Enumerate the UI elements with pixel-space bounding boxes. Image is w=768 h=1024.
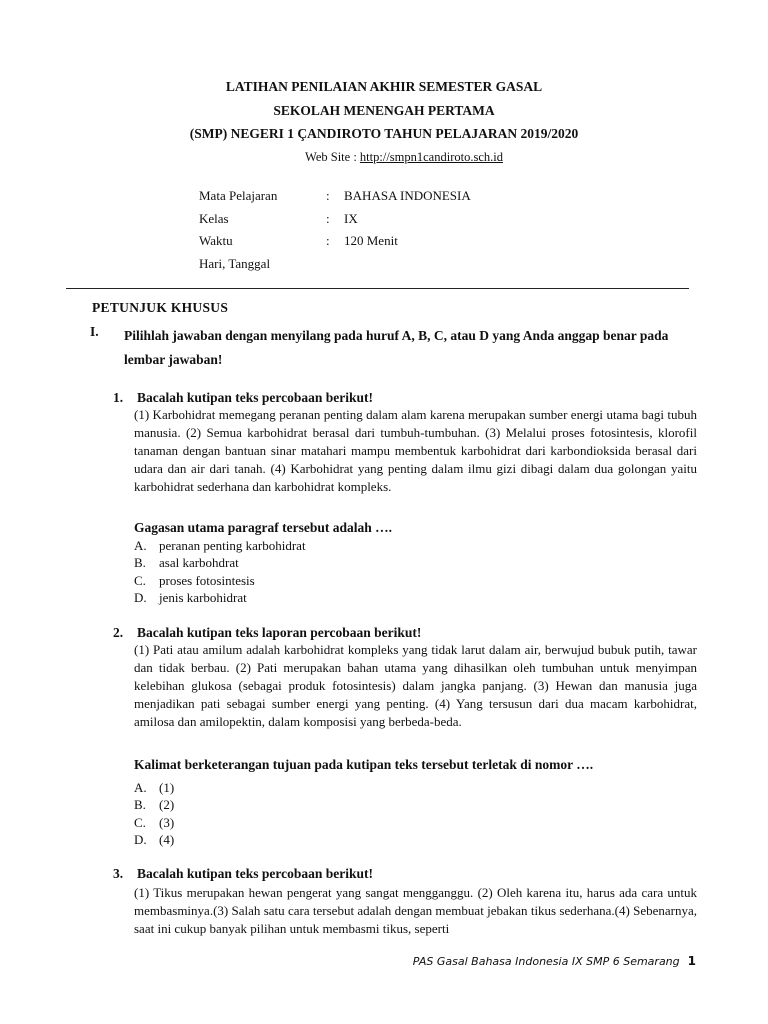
option-text: (3) [159,814,175,830]
instruction-number: I. [90,324,99,339]
option-c[interactable] [134,573,306,590]
option-key: C. [134,572,146,588]
option-text: (4) [159,832,175,848]
meta-value: BAHASA INDONESIA [344,188,471,203]
question-title: Bacalah kutipan teks percobaan berikut! [137,390,374,405]
option-key: C. [134,814,146,830]
meta-label: Hari, Tanggal [199,256,271,271]
footer-text: PAS Gasal Bahasa Indonesia IX SMP 6 Semarang [412,955,680,968]
option-key: A. [134,538,147,553]
question-passage: (1) Karbohidrat memegang peranan penting dalam alam karena merupakan sumber energi utama bagi tubuh manusia. (2) Semua karbohidrat berasal dari tumbuh-tumbuhan. (3) Melalui proses fotosintesis, klorofil tanaman dengan bantuan sinar matahari mampu membentuk karbohidrat dari karbondioksida berasal dari udara dan air dari tanah. (4) Karbohidrat yang penting dalam ilmu gizi dibagi dalam dua golongan yaitu karbohidrat sederhana dan karbohidrat kompleks. [134,407,697,494]
question-title: Bacalah kutipan teks percobaan berikut! [137,866,374,881]
option-key: D. [134,832,147,848]
question-passage: (1) Tikus merupakan hewan pengerat yang sangat mengganggu. (2) Oleh karena itu, harus ada cara untuk membasminya.(3) Salah satu cara tersebut adalah dengan membuat jebakan tikus sederhana.(4) Sebenarnya, saat ini cukup banyak pilihan untuk membasmi tikus, seperti [134,885,697,936]
question-number: 1. [113,390,124,405]
header-title-line-3: (SMP) NEGERI 1 ÇANDIROTO TAHUN PELAJARAN 2019/2020 [189,126,579,141]
meta-colon: : [326,211,330,226]
question-number: 2. [113,625,124,640]
question-passage: (1) Pati atau amilum adalah karbohidrat kompleks yang tidak larut dalam air, berwujud bubuk putih, tawar dan tidak berbau. (2) Pati merupakan bahan utama yang dihasilkan oleh tumbuhan untuk menyimpan kelebihan glukosa (sebagai produk fotosintesis) dalam jangka panjang. (3) Hewan dan manusia juga menjadikan pati sebagai sumber energi yang penting. (4) Yang tersusun dari dua macam karbohidrat, amilosa dan amilopektin, dalam komposisi yang berbeda-beda. [134,642,697,729]
option-d[interactable] [134,590,306,607]
option-key: A. [134,780,147,795]
header-divider [66,288,689,289]
question-number: 3. [113,866,124,881]
question-prompt: Gagasan utama paragraf tersebut adalah …. [134,520,393,535]
option-text: asal karbohdrat [159,555,239,571]
website-link[interactable]: http://smpn1candiroto.sch.id [359,150,503,164]
option-a[interactable] [134,780,174,797]
page-number: 1 [687,954,696,968]
option-key: B. [134,797,146,813]
option-key: D. [134,590,147,606]
meta-value: IX [344,211,358,226]
page-footer [413,954,696,968]
meta-value: 120 Menit [344,233,398,248]
question-title: Bacalah kutipan teks laporan percobaan berikut! [137,625,422,640]
option-text: proses fotosintesis [159,572,255,588]
option-text: (2) [159,797,175,813]
header-title-line-1: LATIHAN PENILAIAN AKHIR SEMESTER GASAL [225,79,543,94]
meta-label: Kelas [199,211,229,226]
instruction-text: Pilihlah jawaban dengan menyilang pada huruf A, B, C, atau D yang Anda anggap benar pada lembar jawaban! [124,328,669,367]
answer-options [134,780,174,850]
option-b[interactable] [134,797,174,814]
meta-label: Waktu [199,233,233,248]
meta-label: Mata Pelajaran [199,188,278,203]
option-text: peranan penting karbohidrat [159,538,306,553]
section-title: PETUNJUK KHUSUS [92,300,229,315]
website-label: Web Site : [305,150,360,164]
meta-colon: : [326,233,330,248]
meta-colon: : [326,188,330,203]
answer-options [134,538,306,608]
option-a[interactable] [134,538,306,555]
option-text: (1) [159,780,175,795]
option-b[interactable] [134,555,306,572]
website-line [0,150,768,165]
option-d[interactable] [134,832,174,849]
option-c[interactable] [134,815,174,832]
option-key: B. [134,555,146,571]
option-text: jenis karbohidrat [159,590,247,606]
question-prompt: Kalimat berketerangan tujuan pada kutipan teks tersebut terletak di nomor …. [134,757,594,772]
header-title-line-2: SEKOLAH MENENGAH PERTAMA [273,103,495,118]
